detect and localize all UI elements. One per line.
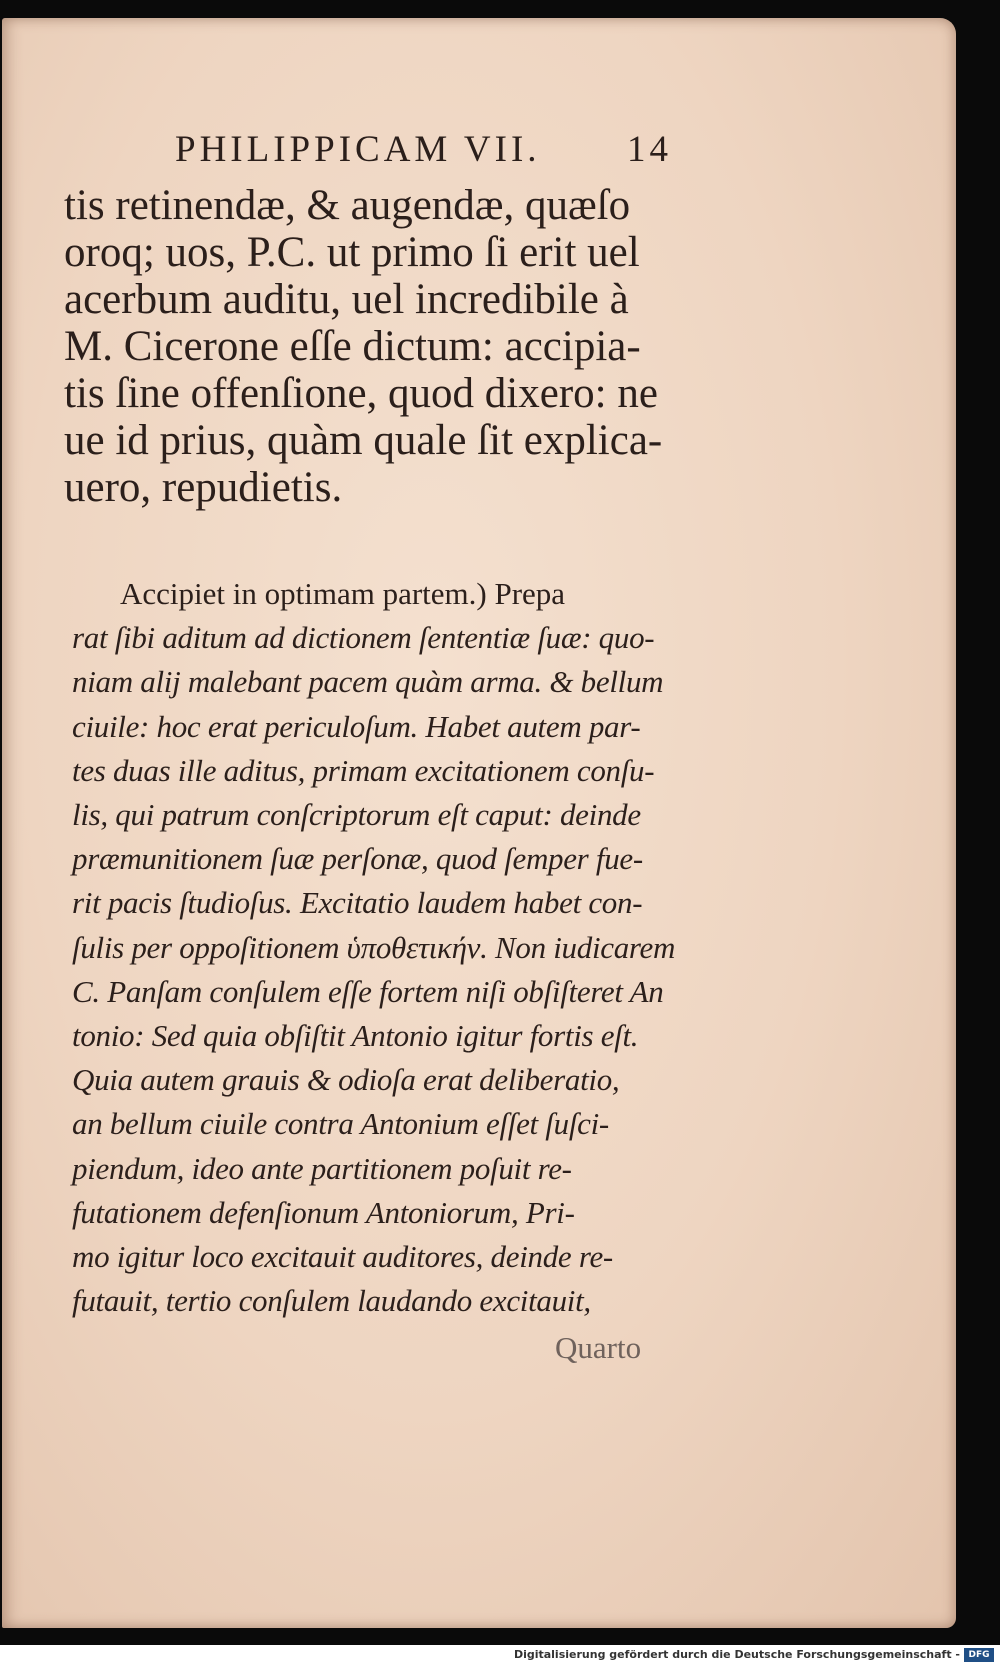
text-line: tis ſine offenſione, quod dixero: ne (64, 370, 658, 417)
funding-credit: Digitalisierung gefördert durch die Deutsche Forschungsgemeinschaft - (513, 1648, 960, 1661)
main-text-block (64, 182, 724, 511)
commentary-line: rat ſibi aditum ad dictionem ſententiæ ſuæ: quo- (72, 620, 655, 656)
running-head (175, 128, 675, 171)
text-line: oroq; uos, P.C. ut primo ſi erit uel (64, 229, 640, 276)
commentary-line: Accipiet in optimam partem.) Prepa (120, 576, 566, 611)
commentary-line: Quia autem grauis & odioſa erat deliberatio, (72, 1062, 620, 1098)
commentary-line: niam alij malebant pacem quàm arma. & bellum (72, 664, 664, 700)
commentary-line: piendum, ideo ante partitionem poſuit re- (72, 1150, 572, 1186)
commentary-block (72, 572, 732, 1323)
commentary-line: an bellum ciuile contra Antonium eſſet ſuſci- (72, 1106, 609, 1142)
commentary-line: tes duas ille aditus, primam excitationem conſu- (72, 752, 655, 788)
text-line: acerbum auditu, uel incredibile à (64, 276, 629, 323)
commentary-line: ciuile: hoc erat periculoſum. Habet autem par- (72, 708, 641, 744)
commentary-line: mo igitur loco excitauit auditores, deinde re- (72, 1239, 613, 1275)
digitization-footer (0, 1645, 1000, 1665)
commentary-line: futationem defenſionum Antoniorum, Pri- (72, 1194, 575, 1230)
commentary-line: lis, qui patrum conſcriptorum eſt caput: deinde (72, 797, 641, 833)
commentary-line: futauit, tertio conſulem laudando excitauit, (72, 1283, 591, 1319)
text-line: tis retinendæ, & augendæ, quæſo (64, 182, 631, 229)
text-line: M. Cicerone eſſe dictum: accipia- (64, 323, 641, 370)
catchword: Quarto (555, 1330, 642, 1365)
commentary-line: ſulis per oppoſitionem ὑποθετικήν. Non iudicarem (72, 929, 676, 965)
text-line: uero, repudietis. (64, 464, 343, 511)
commentary-line: C. Panſam conſulem eſſe fortem niſi obſiſteret An (72, 973, 664, 1009)
commentary-line: præmunitionem ſuæ perſonæ, quod ſemper fue- (72, 841, 643, 877)
running-head-title: PHILIPPICAM VII. (175, 129, 541, 170)
page-number: 14 (627, 129, 672, 170)
commentary-line: rit pacis ſtudioſus. Excitatio laudem habet con- (72, 885, 643, 921)
text-line: ue id prius, quàm quale ſit explica- (64, 417, 663, 464)
dfg-logo: DFG (964, 1648, 994, 1662)
commentary-line: tonio: Sed quia obſiſtit Antonio igitur fortis eſt. (72, 1018, 639, 1054)
